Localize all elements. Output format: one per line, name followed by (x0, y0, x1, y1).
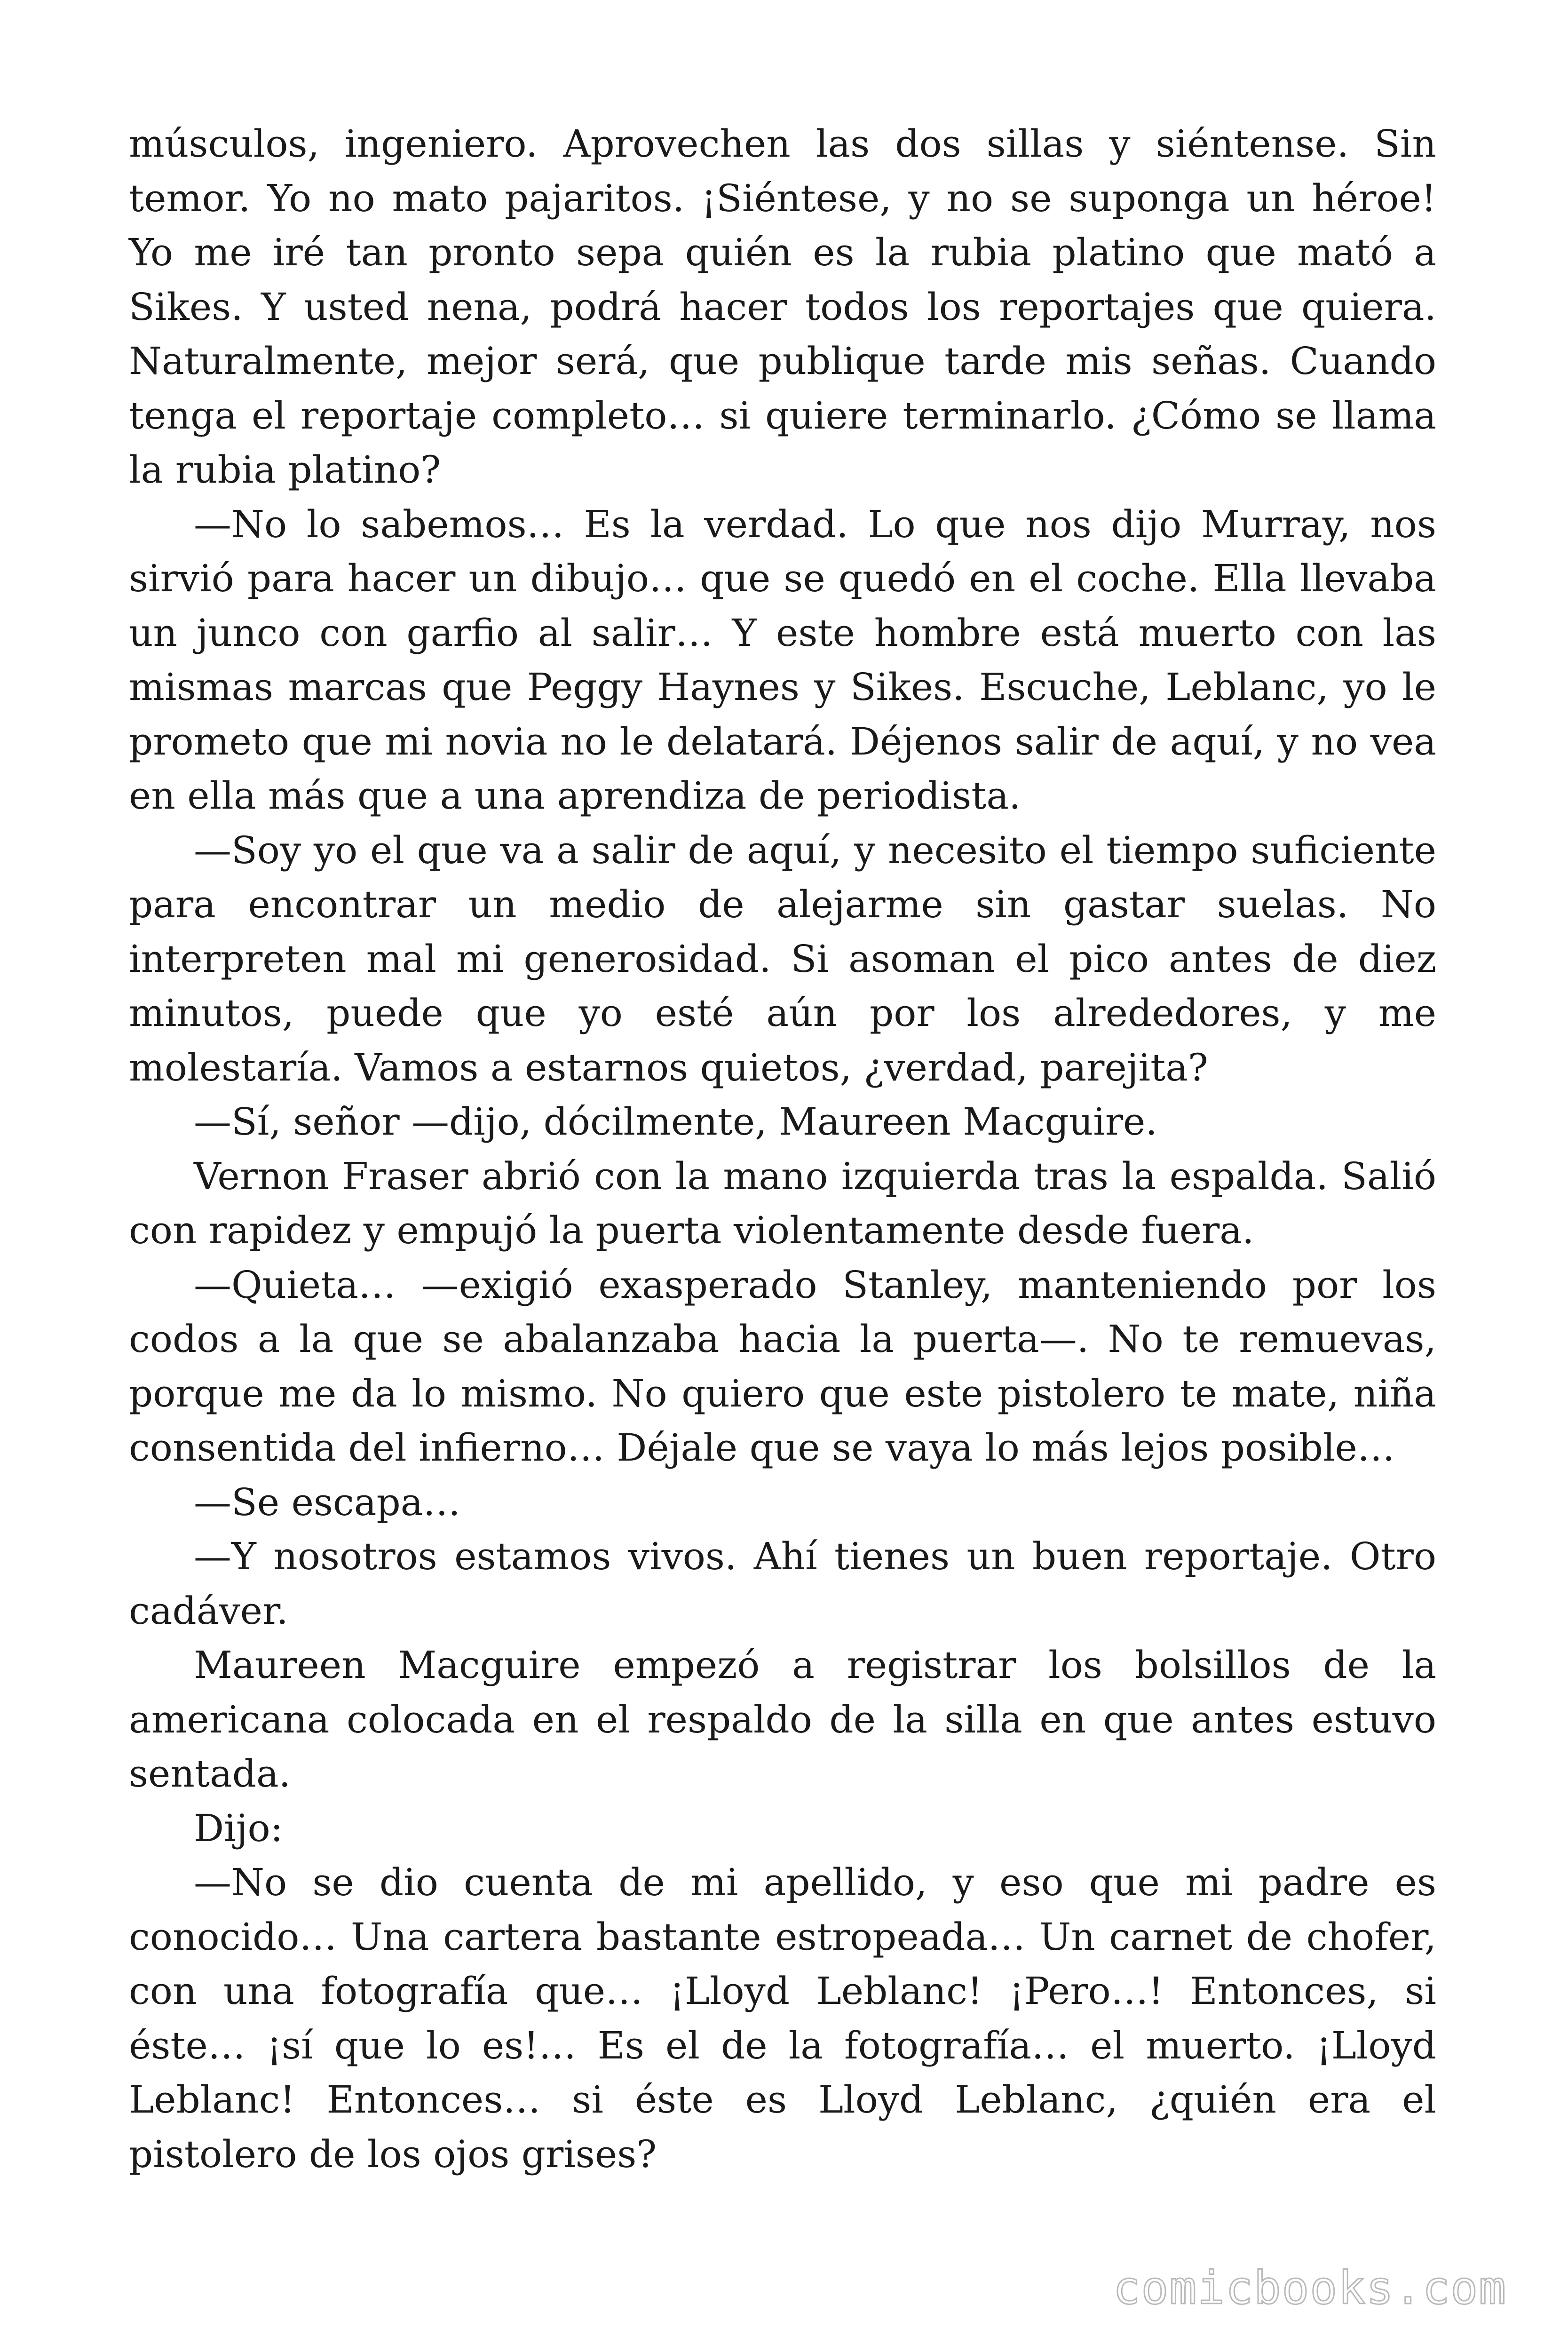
paragraph-7: —Se escapa… (194, 1480, 461, 1524)
paragraph-4: —Sí, señor —dijo, dócilmente, Maureen Macguire. (194, 1100, 1157, 1144)
paragraph-9: Maureen Macguire empezó a registrar los bolsillos de la americana colocada en el respaldo de la silla en que antes estuvo sentada. (129, 1643, 1436, 1796)
paragraph-6: —Quieta… —exigió exasperado Stanley, manteniendo por los codos a la que se abalanzaba hacia la puerta—. No te remuevas, porque me da lo mismo. No quiero que este pistolero te mate, niña consentida del infierno… Déjale que se vaya lo más lejos posible… (129, 1263, 1436, 1470)
paragraph-11: —No se dio cuenta de mi apellido, y eso que mi padre es conocido… Una cartera bastante estropeada… Un carnet de chofer, con una fotografía que… ¡Lloyd Leblanc! ¡Pero…! Entonces, si éste… ¡sí que lo es!… Es el de la fotografía… el muerto. ¡Lloyd Leblanc! Entonces… si éste es Lloyd Leblanc, ¿quién era el pistolero de los ojos grises? (129, 1860, 1436, 2176)
body-text (129, 117, 1436, 2181)
watermark: comicbooks.com (1113, 2262, 1507, 2314)
paragraph-3: —Soy yo el que va a salir de aquí, y necesito el tiempo suficiente para encontrar un medio de alejarme sin gastar suelas. No interpreten mal mi generosidad. Si asoman el pico antes de diez minutos, puede que yo esté aún por los alrededores, y me molestaría. Vamos a estarnos quietos, ¿verdad, parejita? (129, 828, 1436, 1089)
paragraph-1: músculos, ingeniero. Aprovechen las dos sillas y siéntense. Sin temor. Yo no mato pajaritos. ¡Siéntese, y no se suponga un héroe! Yo me iré tan pronto sepa quién es la rubia platino que mató a Sikes. Y usted nena, podrá hacer todos los reportajes que quiera. Naturalmente, mejor será, que publique tarde mis señas. Cuando tenga el reportaje completo… si quiere terminarlo. ¿Cómo se llama la rubia platino? (129, 122, 1436, 492)
paragraph-2: —No lo sabemos… Es la verdad. Lo que nos dijo Murray, nos sirvió para hacer un dibujo… que se quedó en el coche. Ella llevaba un junco con garfio al salir… Y este hombre está muerto con las mismas marcas que Peggy Haynes y Sikes. Escuche, Leblanc, yo le prometo que mi novia no le delatará. Déjenos salir de aquí, y no vea en ella más que a una aprendiza de periodista. (129, 502, 1436, 818)
paragraph-10: Dijo: (194, 1806, 283, 1850)
paragraph-5: Vernon Fraser abrió con la mano izquierda tras la espalda. Salió con rapidez y empujó la puerta violentamente desde fuera. (129, 1154, 1436, 1252)
paragraph-8: —Y nosotros estamos vivos. Ahí tienes un buen reportaje. Otro cadáver. (129, 1534, 1436, 1633)
